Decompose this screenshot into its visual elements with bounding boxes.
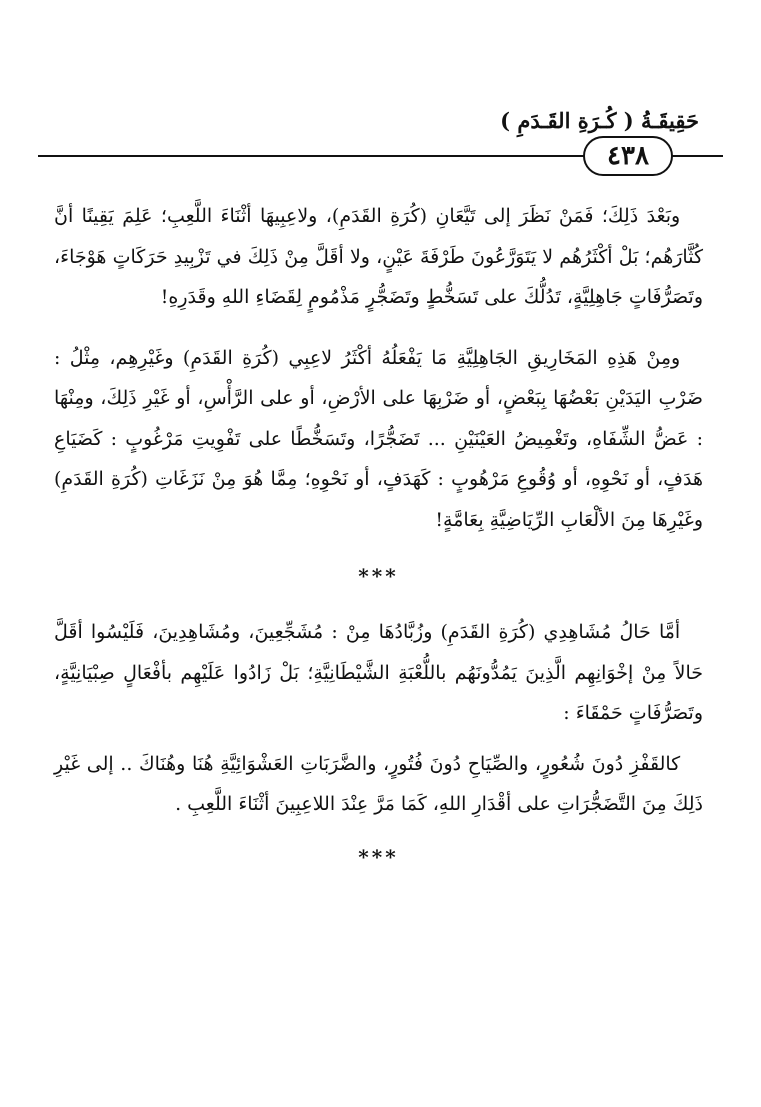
section-separator: *** [358, 564, 399, 588]
paragraph-2: ومِنْ هَذِهِ المَخَارِيقِ الجَاهِلِيَّةِ مَا يَفْعَلُهُ أكْثَرُ لاعِبِي (كُرَةِ القَدَمِ) وغَيْرِهِم، مِثْلُ : ضَرْبِ اليَدَيْنِ بَعْضُهَا بِبَعْضٍ، أو ضَرْبِهَا على الأرْضِ، أو على الرَّأْسِ، أو غَيْرِ ذَلِكَ، ومِنْهَا : عَضُّ الشِّفَاهِ، وتَغْمِيضُ العَيْنَيْنِ ... تَضَجُّرًا، وتَسَخُّطًا على تَفْوِيتِ مَرْغُوبٍ : كَضَيَاعِ هَدَفٍ، أو نَحْوِهِ، أو وُقُوعِ مَرْهُوبٍ : كَهَدَفٍ، أو نَحْوِهِ؛ مِمَّا هُوَ مِنْ نَزَغَاتِ (كُرَةِ القَدَمِ) وغَيْرِهَا مِنَ الألْعَابِ الرِّيَاضِيَّةِ بِعَامَّةٍ! [54, 346, 703, 531]
page-header [0, 0, 761, 180]
page-number: ٤٣٨ [583, 136, 673, 176]
page-body [54, 196, 703, 893]
running-title: حَقِيقَـةُ ( كُـرَةِ القَـدَمِ ) [500, 108, 699, 133]
paragraph-3: أمَّا حَالُ مُشَاهِدِي (كُرَةِ القَدَمِ) وزُبَّادُهَا مِنْ : مُشَجِّعِينَ، ومُشَاهِدِينَ، فَلَيْسُوا أقَلَّ حَالاً مِنْ إخْوَانِهِم الَّذِينَ يَمُدُّونَهُم باللُّعْبَةِ الشَّيْطَانِيَّةِ؛ بَلْ زَادُوا عَلَيْهِم بأفْعَالٍ صِبْيَانِيَّةٍ، وتَصَرُّفَاتٍ حَمْقَاءَ : [54, 621, 703, 724]
section-separator-end: *** [358, 844, 399, 869]
paragraph-4: كالقَفْزِ دُونَ شُعُورٍ، والصِّيَاحِ دُونَ فُتُورٍ، والضَّرَبَاتِ العَشْوَائِيَّةِ هُنَا وهُنَاكَ .. إلى غَيْرِ ذَلِكَ مِنَ التَّضَجُّرَاتِ على أقْدَارِ اللهِ، كَمَا مَرَّ عِنْدَ اللاعِبِينَ أثْنَاءَ اللَّعِبِ . [54, 752, 703, 815]
paragraph-1: وبَعْدَ ذَلِكَ؛ فَمَنْ نَظَرَ إلى تَيَّعَانِ (كُرَةِ القَدَمِ)، ولاعِبِيهَا أثْنَاءَ اللَّعِبِ؛ عَلِمَ يَقِينًا أنَّ كُثَّارَهُم؛ بَلْ أكْثَرُهُم لا يَتَوَرَّعُونَ طَرْفَةَ عَيْنٍ، ولا أقَلَّ مِنْ ذَلِكَ في تَزْبِيدِ حَرَكَاتٍ هَوْجَاءَ، وتَصَرُّفَاتٍ جَاهِلِيَّةٍ، تَدُلُّكَ على تَسَخُّطٍ وتَضَجُّرٍ مَذْمُومٍ لِقَضَاءِ اللهِ وقَدَرِهِ! [54, 205, 703, 308]
